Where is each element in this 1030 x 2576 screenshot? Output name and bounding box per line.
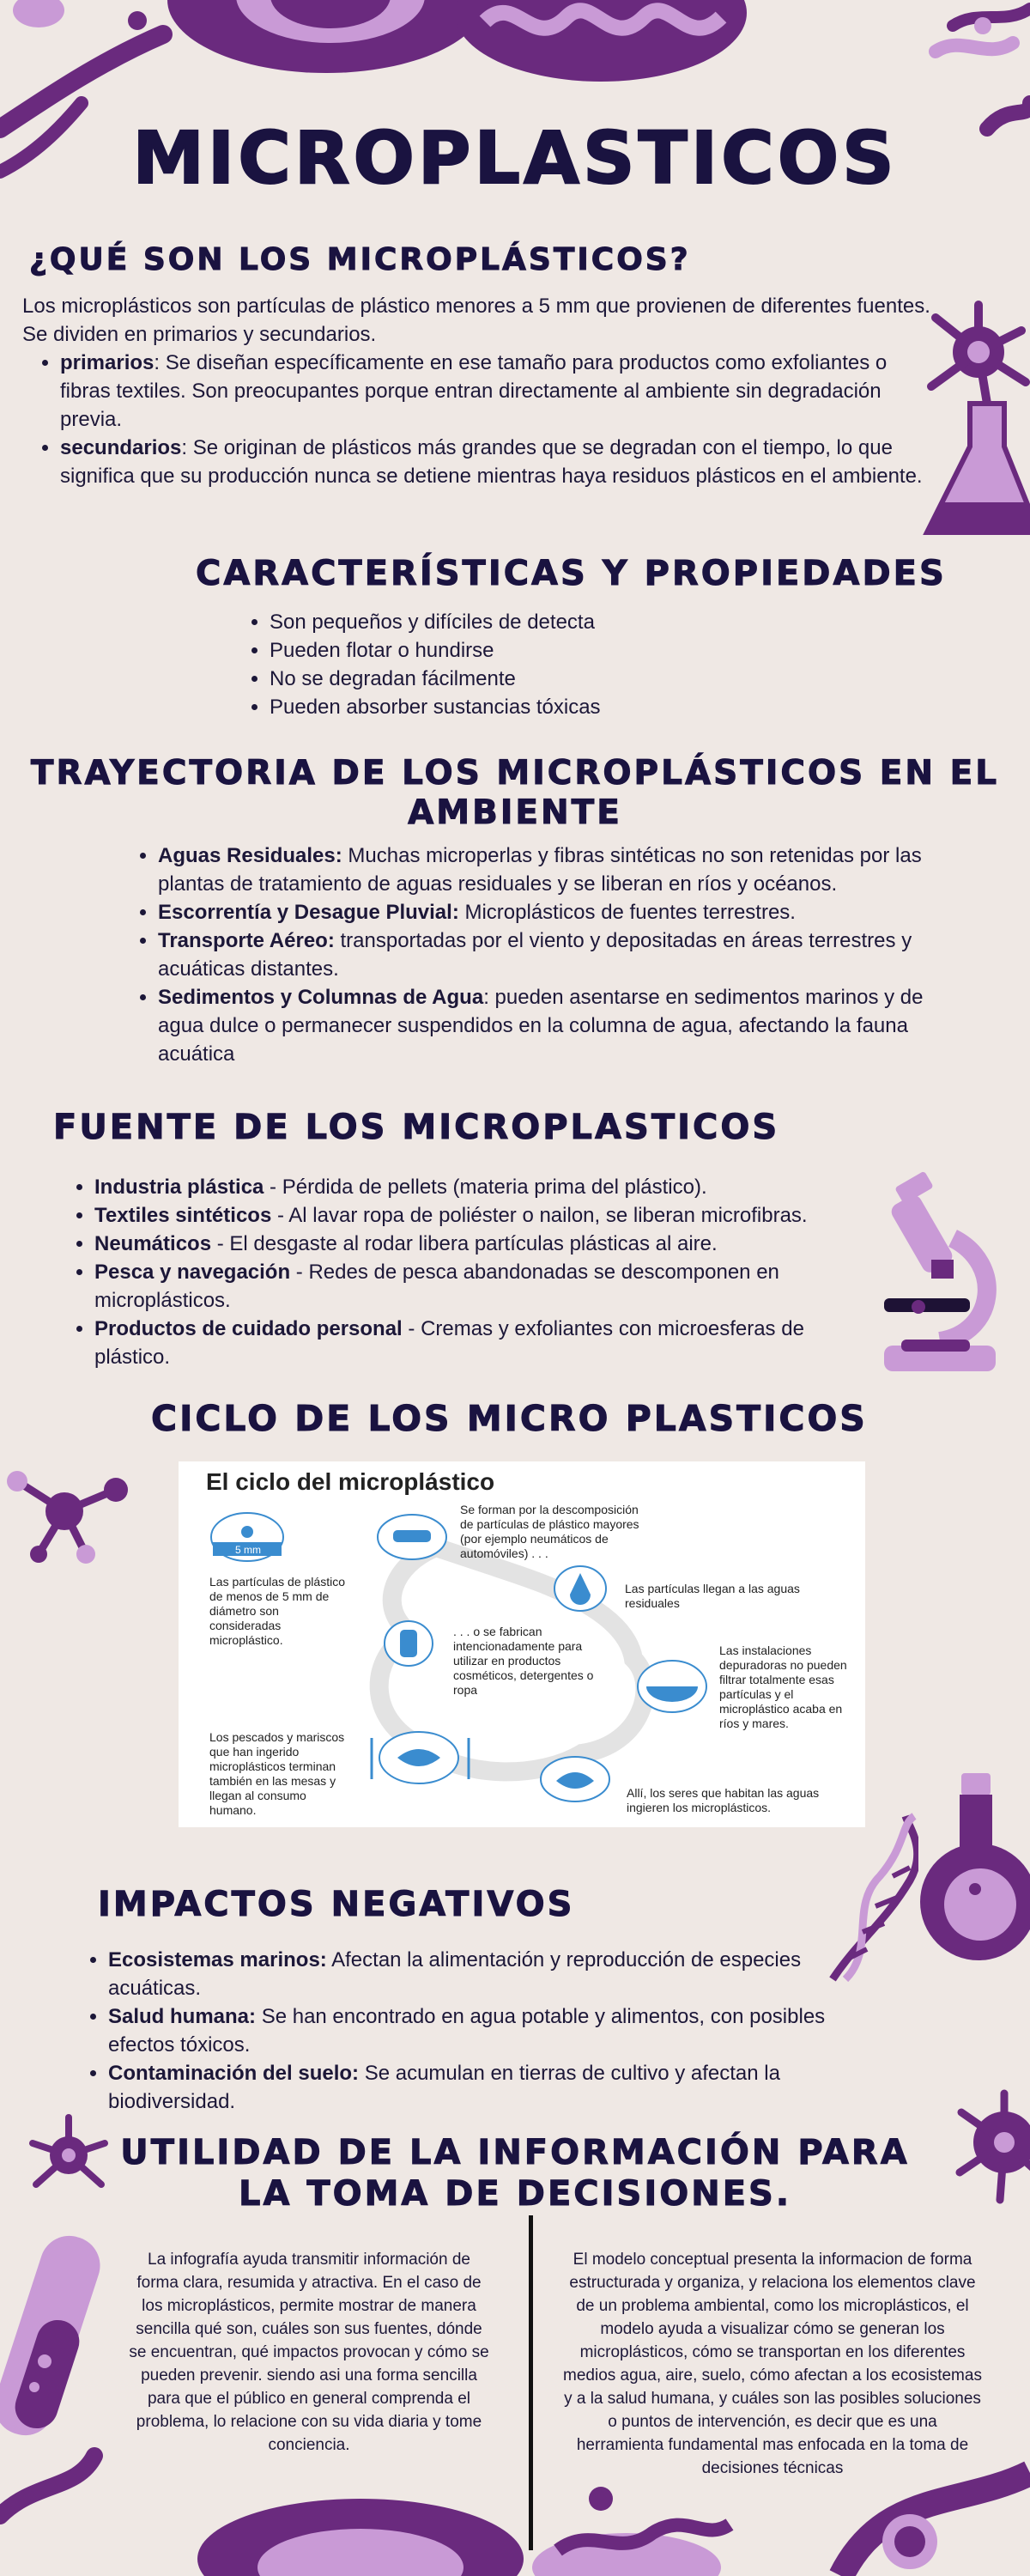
list-item — [94, 1230, 863, 1258]
term-label: Pesca y navegación — [94, 1261, 291, 1284]
diagram-text-decomposition: Se forman por la descomposición de partículas de plástico mayores (por ejemplo neumáticos de automóviles) . . . — [460, 1503, 639, 1560]
term-text: : Se diseñan específicamente en ese tamaño para productos como exfoliantes o fibras textiles. Son preocupantes porque entran directamente al ambiente sin degradación previa. — [60, 351, 888, 431]
heading-line: TRAYECTORIA DE LOS MICROPLÁSTICOS EN EL — [30, 754, 1000, 793]
term-label: Neumáticos — [94, 1232, 212, 1255]
term-text: transportadas por el viento y depositadas en áreas terrestres y acuáticas distantes. — [158, 929, 912, 981]
term-text: : Se originan de plásticos más grandes que se degradan con el tiempo, lo que significa que su producción nunca se detiene mientras haya residuos plásticos en el ambiente. — [60, 436, 923, 488]
types-list — [22, 349, 932, 490]
list-item — [158, 983, 944, 1068]
list-item — [94, 1173, 863, 1201]
bottle-icon — [385, 1621, 433, 1666]
section-heading-utility — [0, 2132, 1030, 2215]
molecule-icon — [0, 1451, 129, 1571]
term-text: Afectan la alimentación y reproducción de especies acuáticas. — [108, 1948, 802, 2000]
section-heading-impacts: IMPACTOS NEGATIVOS — [98, 1885, 575, 1924]
section-heading-sources: FUENTE DE LOS MICROPLASTICOS — [53, 1108, 780, 1147]
list-item — [158, 841, 944, 898]
list-item — [158, 927, 944, 983]
term-label: Textiles sintéticos — [94, 1204, 272, 1227]
utility-right-column: El modelo conceptual presenta la informacion de forma estructurada y organiza, y relaciona los elementos clave de un problema ambiental, como los microplásticos, el modelo ayuda a visualizar cómo se generan los microplásticos, cómo se transportan en los diferentes medios agua, aire, suelo, cómo afectan a los ecosistemas y a la salud humana, y cuáles son las posibles soluciones o puntos de intervención, es decir que es una herramienta fundamental mas enfocada en la toma de decisiones técnicas — [563, 2251, 982, 2477]
term-label: Escorrentía y Desague Pluvial: — [158, 901, 459, 924]
impacts-list — [70, 1946, 826, 2116]
list-item: • No se degradan fácilmente — [270, 665, 747, 693]
term-label: Productos de cuidado personal — [94, 1317, 403, 1340]
term-text: : pueden asentarse en sedimentos marinos y de agua dulce o permanecer suspendidos en la columna de agua, afectando la fauna acuática — [158, 986, 924, 1066]
column-divider — [529, 2215, 533, 2550]
term-label: Contaminación del suelo: — [108, 2062, 360, 2085]
diagram-size-label: 5 mm — [235, 1544, 261, 1556]
diagram-text-consumption: Los pescados y mariscos que han ingerido microplásticos terminan también en las mesas y llegan al consumo humano. — [209, 1730, 345, 1817]
car-icon — [378, 1515, 446, 1559]
list-item — [108, 1946, 826, 2002]
microscope-icon — [858, 1170, 1004, 1376]
term-label: Salud humana: — [108, 2005, 257, 2028]
section-heading-characteristics: CARACTERÍSTICAS Y PROPIEDADES — [196, 554, 947, 593]
list-item — [108, 2059, 826, 2116]
term-label: primarios — [60, 351, 154, 374]
diagram-text-manufactured: . . . o se fabrican intencionadamente para utilizar en productos cosméticos, detergentes o ropa — [453, 1625, 594, 1697]
round-flask-icon — [918, 1769, 1030, 1966]
section-characteristics-body — [232, 608, 747, 721]
term-text: - Al lavar ropa de poliéster o nailon, se liberan microfibras. — [271, 1204, 808, 1227]
term-label: Ecosistemas marinos: — [108, 1948, 327, 1971]
dna-icon — [824, 1812, 918, 1984]
section-sources-body — [57, 1173, 863, 1371]
term-text: - Redes de pesca abandonadas se descomponen en microplásticos. — [94, 1261, 779, 1312]
intro-paragraph: Los microplásticos son partículas de plástico menores a 5 mm que provienen de diferentes fuentes. Se dividen en primarios y secundarios. — [22, 295, 930, 346]
section-what-are-body — [22, 292, 932, 490]
list-item — [94, 1315, 863, 1371]
diagram-text-treatment: Las instalaciones depuradoras no pueden filtrar totalmente esas partículas y el microplástico acaba en ríos y mares. — [719, 1643, 847, 1730]
list-item — [94, 1201, 863, 1230]
term-label: Aguas Residuales: — [158, 844, 342, 867]
term-text: - Cremas y exfoliantes con microesferas de plástico. — [94, 1317, 804, 1369]
list-item — [60, 434, 932, 490]
diagram-title: El ciclo del microplástico — [206, 1468, 495, 1495]
heading-line: UTILIDAD DE LA INFORMACIÓN PARA — [120, 2133, 910, 2172]
list-item — [108, 2002, 826, 2059]
page-title: MICROPLASTICOS — [132, 116, 898, 200]
list-item: • Son pequeños y difíciles de detecta — [270, 608, 747, 636]
term-text: Muchas microperlas y fibras sintéticas no son retenidas por las plantas de tratamiento de aguas residuales y se liberan en ríos y océanos. — [158, 844, 922, 896]
section-heading-what-are: ¿QUÉ SON LOS MICROPLÁSTICOS? — [29, 242, 691, 277]
water-drop-icon — [554, 1566, 606, 1611]
list-item: • Pueden absorber sustancias tóxicas — [270, 693, 747, 721]
sources-list — [57, 1173, 863, 1371]
term-text: Microplásticos de fuentes terrestres. — [458, 901, 796, 924]
sea-fish-icon — [541, 1757, 609, 1801]
plate-fish-icon — [372, 1732, 469, 1783]
section-trajectory-body — [120, 841, 944, 1068]
term-text: - Pérdida de pellets (materia prima del plástico). — [264, 1176, 707, 1199]
term-label: Transporte Aéreo: — [158, 929, 335, 952]
characteristics-list — [232, 608, 747, 721]
list-item — [158, 898, 944, 927]
diagram-text-ingestion: Allí, los seres que habitan las aguas ingieren los microplásticos. — [627, 1786, 820, 1814]
utility-left-column: La infografía ayuda transmitir información de forma clara, resumida y atractiva. En el caso de los microplásticos, permite mostrar de manera sencilla qué son, cuáles son sus fuentes, dónde se encuentran, qué impactos provocan y cómo se pueden prevenir. siendo asi una forma sencilla para que el público en general comprenda el problema, lo relacione con su vida diaria y tome conciencia. — [129, 2251, 489, 2454]
section-heading-trajectory — [0, 754, 1030, 833]
treatment-plant-icon — [638, 1661, 706, 1712]
section-heading-cycle: CICLO DE LOS MICRO PLASTICOS — [151, 1398, 868, 1439]
diagram-text-wastewater: Las partículas llegan a las aguas residuales — [625, 1582, 800, 1610]
list-item — [94, 1258, 863, 1315]
term-text: Se han encontrado en agua potable y alimentos, con posibles efectos tóxicos. — [108, 2005, 826, 2057]
term-label: Sedimentos y Columnas de Agua — [158, 986, 484, 1009]
microplastic-cycle-diagram — [179, 1461, 865, 1827]
section-impacts-body — [70, 1946, 826, 2116]
list-item — [60, 349, 932, 434]
test-tube-icon — [0, 2215, 112, 2456]
trajectory-list — [120, 841, 944, 1068]
heading-line: AMBIENTE — [408, 793, 622, 832]
term-label: Industria plástica — [94, 1176, 264, 1199]
term-text: - El desgaste al rodar libera partículas plásticas al aire. — [211, 1232, 718, 1255]
heading-line: LA TOMA DE DECISIONES. — [238, 2174, 792, 2214]
diagram-text-definition: Las partículas de plástico de menos de 5 mm de diámetro son consideradas microplástico. — [209, 1575, 345, 1647]
term-label: secundarios — [60, 436, 182, 459]
list-item: • Pueden flotar o hundirse — [270, 636, 747, 665]
term-text: Se acumulan en tierras de cultivo y afectan la biodiversidad. — [108, 2062, 780, 2113]
